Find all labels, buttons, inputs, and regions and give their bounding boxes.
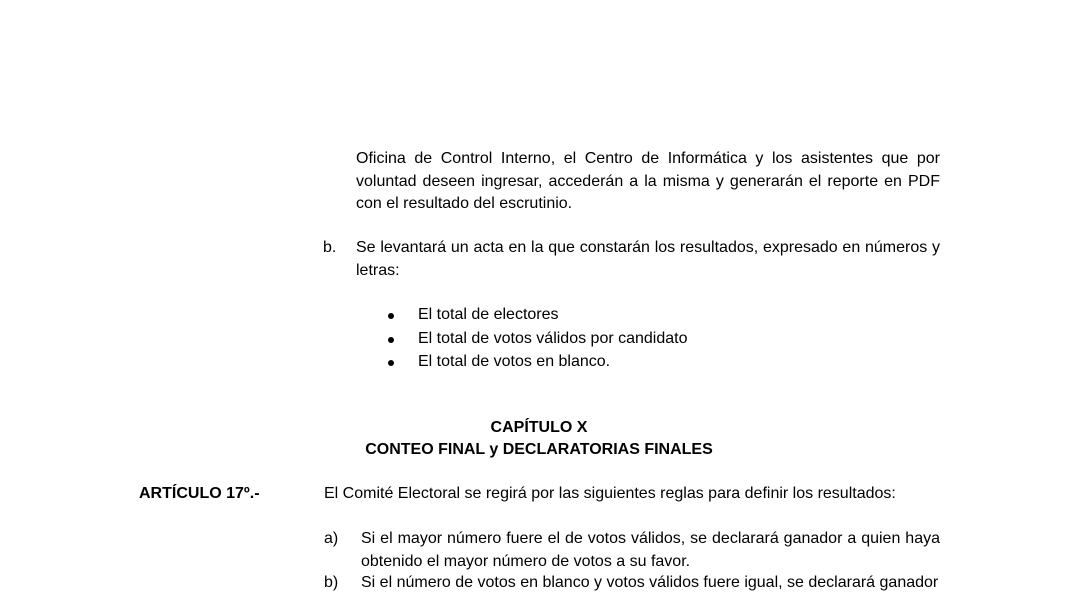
article-intro: El Comité Electoral se regirá por las siguientes reglas para definir los resultados: [324,485,896,502]
article-label: ARTÍCULO 17º.- [139,485,260,502]
bullet-icon [388,360,394,366]
chapter-number: CAPÍTULO X [490,419,588,436]
item-b-label: b. [323,239,337,256]
bullet-text: El total de votos en blanco. [418,353,611,370]
bullet-icon [388,337,394,343]
bullet-item [388,328,688,352]
bullet-text: El total de electores [418,306,559,323]
rule-b-label: b) [324,574,339,591]
chapter-title: CONTEO FINAL y DECLARATORIAS FINALES [365,441,713,458]
rule-b-text: Si el número de votos en blanco y votos válidos fuere igual, se declarará ganador [361,574,939,591]
item-b-text: Se levantará un acta en la que constarán los resultados, expresado en números y letras: [356,239,940,279]
results-bullet-list [388,304,688,375]
bullet-item [388,304,688,328]
rule-a-label: a) [324,530,339,547]
bullet-text: El total de votos válidos por candidato [418,329,688,347]
continuation-paragraph: Oficina de Control Interno, el Centro de Informática y los asistentes que por voluntad deseen ingresar, accederán a la misma y generarán el reporte en PDF con el resultado del escrutinio. [356,150,940,212]
bullet-item [388,351,688,375]
rule-a-text: Si el mayor número fuere el de votos válidos, se declarará ganador a quien haya obtenido el mayor número de votos a su favor. [361,530,940,570]
bullet-icon [388,313,394,319]
